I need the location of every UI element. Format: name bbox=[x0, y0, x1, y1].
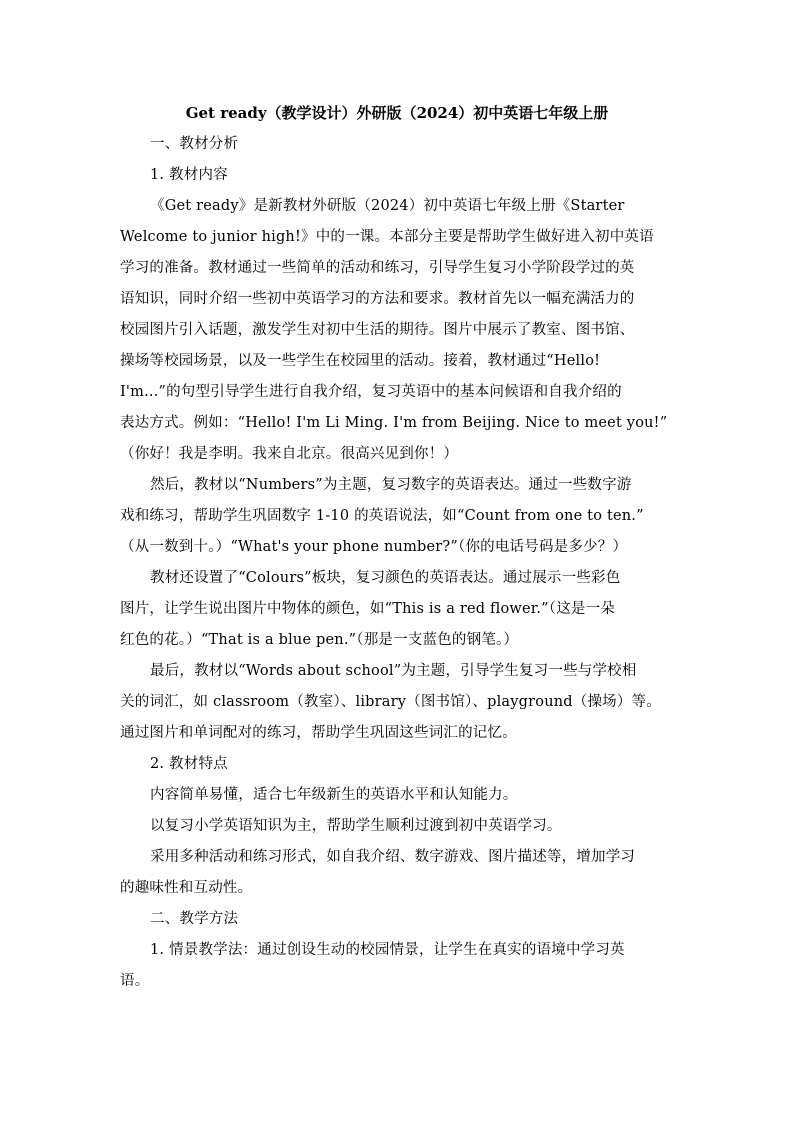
paragraph-line: 内容简单易懂，适合七年级新生的英语水平和认知能力。 bbox=[150, 787, 518, 803]
paragraph-line: 图片，让学生说出图片中物体的颜色，如“This is a red flower.”（这是一朵 bbox=[120, 601, 615, 617]
paragraph-line: 关的词汇，如 classroom（教室）、library（图书馆）、playground（操场）等。 bbox=[120, 694, 661, 710]
paragraph-line: 操场等校园场景，以及一些学生在校园里的活动。接着，教材通过“Hello! bbox=[120, 353, 601, 369]
paragraph-line: 校园图片引入话题，激发学生对初中生活的期待。图片中展示了教室、图书馆、 bbox=[120, 322, 635, 338]
paragraph-line: 的趣味性和互动性。 bbox=[120, 880, 253, 896]
paragraph-line: 学习的准备。教材通过一些简单的活动和练习，引导学生复习小学阶段学过的英 bbox=[120, 260, 635, 276]
paragraph-line: I'm...”的句型引导学生进行自我介绍，复习英语中的基本问候语和自我介绍的 bbox=[120, 384, 622, 400]
paragraph-line: 语。 bbox=[120, 973, 150, 989]
section-heading: 二、教学方法 bbox=[150, 911, 239, 927]
document-title: Get ready（教学设计）外研版（2024）初中英语七年级上册 bbox=[185, 104, 609, 122]
paragraph-line: 表达方式。例如：“Hello! I'm Li Ming. I'm from Beijing. Nice to meet you!” bbox=[120, 415, 668, 431]
paragraph-line: Welcome to junior high!》中的一课。本部分主要是帮助学生做好进入初中英语 bbox=[120, 229, 654, 245]
paragraph-line: 语知识，同时介绍一些初中英语学习的方法和要求。教材首先以一幅充满活力的 bbox=[120, 291, 635, 307]
paragraph-line: 红色的花。）“That is a blue pen.”（那是一支蓝色的钢笔。） bbox=[120, 632, 519, 648]
paragraph-line: 以复习小学英语知识为主，帮助学生顺利过渡到初中英语学习。 bbox=[150, 818, 562, 834]
paragraph-line: （你好！我是李明。我来自北京。很高兴见到你！） bbox=[120, 446, 459, 462]
paragraph-line: 戏和练习，帮助学生巩固数字 1-10 的英语说法，如“Count from one to ten.” bbox=[120, 508, 644, 524]
paragraph-line: （从一数到十。）“What's your phone number?”（你的电话号码是多少？） bbox=[120, 539, 628, 555]
paragraph-line: 通过图片和单词配对的练习，帮助学生巩固这些词汇的记忆。 bbox=[120, 725, 517, 741]
paragraph-line: 教材还设置了“Colours”板块，复习颜色的英语表达。通过展示一些彩色 bbox=[150, 570, 621, 586]
paragraph-line: 采用多种活动和练习形式，如自我介绍、数字游戏、图片描述等，增加学习 bbox=[150, 849, 636, 865]
paragraph-line: 最后，教材以“Words about school”为主题，引导学生复习一些与学校相 bbox=[150, 663, 637, 679]
section-heading: 一、教材分析 bbox=[150, 136, 239, 152]
paragraph-line: 然后，教材以“Numbers”为主题，复习数字的英语表达。通过一些数字游 bbox=[150, 477, 632, 493]
paragraph-line: 《Get ready》是新教材外研版（2024）初中英语七年级上册《Starter bbox=[150, 198, 625, 214]
subsection-heading: 1. 教材内容 bbox=[150, 167, 228, 183]
paragraph-line: 1. 情景教学法：通过创设生动的校园情景，让学生在真实的语境中学习英 bbox=[150, 942, 625, 958]
subsection-heading: 2. 教材特点 bbox=[150, 756, 228, 772]
